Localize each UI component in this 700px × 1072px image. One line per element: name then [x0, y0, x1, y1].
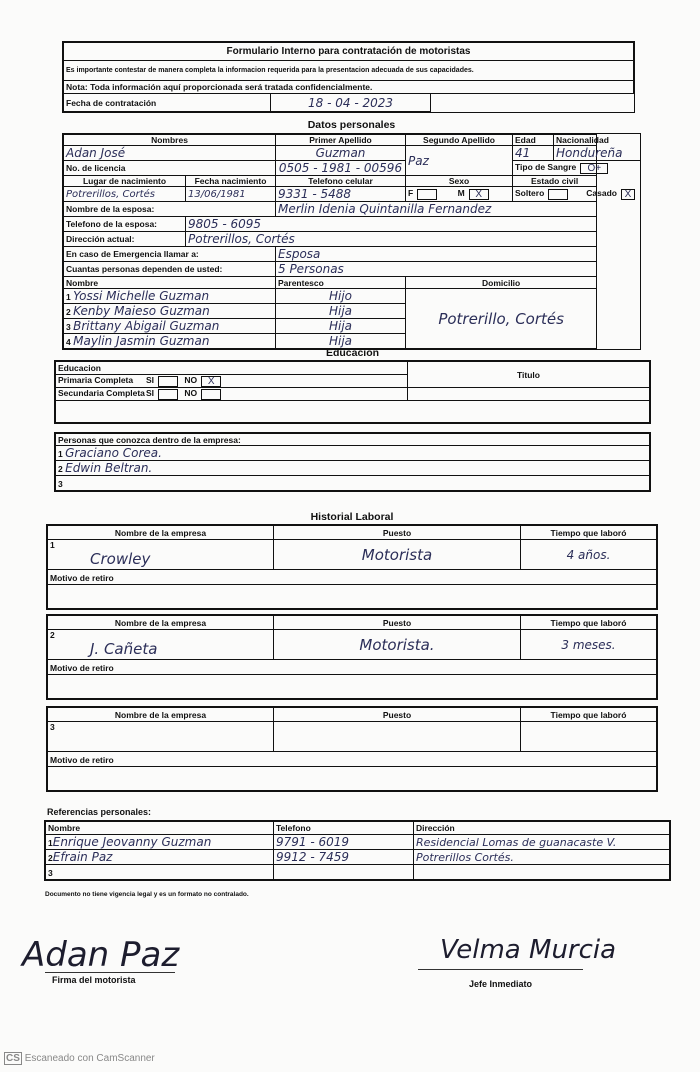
label-primaria: Primaria Completa	[58, 375, 134, 386]
label-tiempo: Tiempo que laboró	[521, 616, 657, 630]
label-edad: Edad	[513, 135, 554, 146]
row-number: 3	[50, 722, 55, 732]
job-tiempo[interactable]	[521, 722, 657, 752]
hire-date-label: Fecha de contratación	[64, 94, 271, 112]
motivo-blank-row	[48, 585, 657, 609]
label-tiempo: Tiempo que laboró	[521, 708, 657, 722]
label-segundo-apellido: Segundo Apellido	[406, 135, 513, 146]
dependent-parentesco[interactable]: Hija	[276, 319, 406, 334]
label-si: SI	[146, 388, 155, 399]
job-puesto[interactable]	[274, 722, 521, 752]
driver-signature-line	[45, 972, 175, 973]
label-dependent-nombre: Nombre	[64, 277, 276, 289]
important-note: Es importante contestar de manera completa la informacion requerida para la presentacion adecuada de sus capacidades.	[64, 61, 634, 81]
acquaintance-name[interactable]: Graciano Corea.	[65, 446, 162, 460]
dependent-nombre[interactable]: Maylin Jasmin Guzman	[73, 334, 210, 348]
ref-direccion[interactable]: Potrerillos Cortés.	[414, 850, 670, 865]
dependent-parentesco[interactable]: Hijo	[276, 289, 406, 304]
boss-signature: Velma Murcia	[440, 935, 617, 965]
driver-signature: Adan Paz	[22, 935, 180, 975]
motivo-blank-row	[48, 767, 657, 791]
hire-date-value[interactable]: 18 - 04 - 2023	[271, 94, 431, 112]
field-dependientes[interactable]: 5 Personas	[276, 262, 597, 277]
label-licencia: No. de licencia	[64, 161, 276, 176]
label-motivo: Motivo de retiro	[50, 573, 114, 583]
acquaintances-table	[55, 433, 650, 491]
sexo-cell	[406, 187, 513, 202]
section-work-history-title: Historial Laboral	[310, 511, 394, 523]
label-motivo: Motivo de retiro	[50, 663, 114, 673]
field-tel-esposa[interactable]: 9805 - 6095	[186, 217, 597, 232]
work-history-block	[47, 525, 657, 609]
label-sexo: Sexo	[406, 176, 513, 187]
row-number: 3	[48, 868, 53, 878]
estado-civil-cell	[513, 187, 632, 202]
label-no: NO	[184, 375, 198, 386]
boss-signature-line	[418, 969, 583, 970]
camscanner-footer	[4, 1053, 155, 1064]
ref-nombre[interactable]: Enrique Jeovanny Guzman	[52, 835, 212, 849]
label-empresa: Nombre de la empresa	[48, 526, 274, 540]
work-history-block	[47, 615, 657, 699]
camscanner-text: Escaneado con CamScanner	[24, 1053, 155, 1064]
label-direccion: Dirección actual:	[64, 232, 186, 247]
label-no: NO	[184, 388, 198, 399]
reference-row	[46, 835, 670, 850]
dependent-row	[64, 289, 641, 304]
checkbox-secundaria-no[interactable]	[201, 389, 221, 400]
row-number: 2	[50, 630, 55, 640]
job-puesto[interactable]: Motorista	[274, 540, 521, 570]
label-emergencia: En caso de Emergencia llamar a:	[64, 247, 276, 262]
checkbox-sexo-m[interactable]: X	[469, 189, 489, 200]
label-puesto: Puesto	[274, 526, 521, 540]
education-table	[55, 361, 650, 423]
checkbox-soltero[interactable]	[548, 189, 568, 200]
label-nacionalidad: Nacionalidad	[554, 135, 597, 146]
row-number: 2	[58, 464, 63, 474]
checkbox-secundaria-si[interactable]	[158, 389, 178, 400]
checkbox-casado[interactable]: X	[621, 189, 635, 200]
checkbox-primaria-no[interactable]: X	[201, 376, 221, 387]
checkbox-primaria-si[interactable]	[158, 376, 178, 387]
row-number: 1	[58, 449, 63, 459]
field-domicilio[interactable]: Potrerillo, Cortés	[406, 289, 597, 349]
acquaintance-row	[56, 476, 650, 491]
label-primer-apellido: Primer Apellido	[276, 135, 406, 146]
label-educacion: Educacion	[56, 362, 408, 375]
job-empresa[interactable]: Crowley	[90, 550, 151, 568]
label-casado: Casado	[586, 188, 617, 199]
dependent-parentesco[interactable]: Hija	[276, 334, 406, 349]
education-blank-row	[56, 401, 650, 423]
header-table	[63, 42, 634, 112]
driver-signature-label: Firma del motorista	[52, 975, 136, 985]
field-direccion[interactable]: Potrerillos, Cortés	[186, 232, 597, 247]
dependent-nombre[interactable]: Yossi Michelle Guzman	[73, 289, 210, 303]
field-emergencia[interactable]: Esposa	[276, 247, 597, 262]
label-parentesco: Parentesco	[276, 277, 406, 289]
label-soltero: Soltero	[515, 188, 545, 199]
row-number: 1	[66, 292, 71, 302]
acquaintance-name[interactable]: Edwin Beltran.	[65, 461, 153, 475]
row-number: 1	[48, 838, 53, 848]
dependent-parentesco[interactable]: Hija	[276, 304, 406, 319]
label-esposa: Nombre de la esposa:	[64, 202, 276, 217]
ref-nombre[interactable]: Efrain Paz	[52, 850, 113, 864]
motivo-blank-row	[48, 675, 657, 699]
ref-direccion[interactable]	[414, 865, 670, 880]
row-number: 4	[66, 337, 71, 347]
field-segundo-apellido[interactable]: Paz	[406, 146, 513, 176]
label-puesto: Puesto	[274, 616, 521, 630]
field-licencia[interactable]: 0505 - 1981 - 00596	[276, 161, 406, 176]
work-history-block	[47, 707, 657, 791]
row-number: 1	[50, 540, 55, 550]
label-si: SI	[146, 375, 155, 386]
job-puesto[interactable]: Motorista.	[274, 630, 521, 660]
field-esposa[interactable]: Merlin Idenia Quintanilla Fernandez	[276, 202, 597, 217]
label-tiempo: Tiempo que laboró	[521, 526, 657, 540]
row-number: 3	[58, 479, 63, 489]
label-nombres: Nombres	[64, 135, 276, 146]
label-lugar-nacimiento: Lugar de nacimiento	[64, 176, 186, 187]
label-motivo: Motivo de retiro	[50, 755, 114, 765]
camscanner-logo-icon: CS	[6, 1053, 20, 1064]
field-edad[interactable]: 41	[513, 146, 554, 161]
ref-direccion[interactable]: Residencial Lomas de guanacaste V.	[414, 835, 670, 850]
label-tipo-sangre: Tipo de Sangre	[515, 162, 577, 173]
blood-type-cell	[513, 161, 602, 176]
section-education-title: Educacion	[325, 347, 380, 359]
label-fecha-nacimiento: Fecha nacimiento	[186, 176, 276, 187]
label-ref-nombre: Nombre	[46, 822, 274, 835]
row-number: 2	[66, 307, 71, 317]
label-puesto: Puesto	[274, 708, 521, 722]
label-ref-telefono: Telefono	[274, 822, 414, 835]
label-empresa: Nombre de la empresa	[48, 616, 274, 630]
field-telefono[interactable]: 9331 - 5488	[276, 187, 406, 202]
label-telefono: Telefono celular	[276, 176, 406, 187]
ref-telefono[interactable]: 9791 - 6019	[274, 835, 414, 850]
field-lugar-nacimiento[interactable]: Potrerillos, Cortés	[64, 187, 186, 202]
acquaintance-row	[56, 461, 650, 476]
boss-signature-label: Jefe Inmediato	[468, 979, 533, 989]
label-domicilio: Domicilio	[406, 277, 597, 289]
label-estado-civil: Estado civil	[513, 176, 597, 187]
row-number: 2	[48, 853, 53, 863]
label-m: M	[457, 188, 465, 199]
label-acquaintances: Personas que conozca dentro de la empresa:	[56, 434, 650, 446]
disclaimer: Documento no tiene vigencia legal y es un formato no contralado.	[45, 891, 249, 898]
job-empresa[interactable]: J. Cañeta	[90, 640, 158, 658]
field-nombres[interactable]: Adan José	[64, 146, 276, 161]
personal-data-table	[63, 134, 640, 349]
references-title: Referencias personales:	[47, 807, 152, 817]
label-titulo: Titulo	[408, 362, 650, 388]
confidential-note: Nota: Toda información aquí proporcionada será tratada confidencialmente.	[64, 81, 634, 94]
reference-row	[46, 850, 670, 865]
label-secundaria: Secundaria Completa	[58, 388, 145, 399]
label-ref-direccion: Dirección	[414, 822, 670, 835]
label-dependientes: Cuantas personas dependen de usted:	[64, 262, 276, 277]
acquaintance-row	[56, 446, 650, 461]
checkbox-sexo-f[interactable]	[417, 189, 437, 200]
label-empresa: Nombre de la empresa	[48, 708, 274, 722]
field-tipo-sangre[interactable]: O+	[580, 163, 608, 174]
reference-row	[46, 865, 670, 880]
form-title: Formulario Interno para contratación de motoristas	[64, 43, 634, 61]
row-number: 3	[66, 322, 71, 332]
job-tiempo[interactable]: 3 meses.	[521, 630, 657, 660]
label-f: F	[408, 188, 414, 199]
label-tel-esposa: Telefono de la esposa:	[64, 217, 186, 232]
section-personal-title: Datos personales	[307, 119, 396, 131]
field-primer-apellido[interactable]: Guzman	[276, 146, 406, 161]
references-table	[45, 821, 670, 880]
field-nacionalidad[interactable]: Hondureña	[554, 146, 597, 161]
dependent-nombre[interactable]: Brittany Abigail Guzman	[73, 319, 220, 333]
ref-telefono[interactable]: 9912 - 7459	[274, 850, 414, 865]
dependent-nombre[interactable]: Kenby Maieso Guzman	[73, 304, 210, 318]
job-tiempo[interactable]: 4 años.	[521, 540, 657, 570]
field-fecha-nacimiento[interactable]: 13/06/1981	[186, 187, 276, 202]
field-titulo[interactable]	[408, 388, 650, 401]
ref-telefono[interactable]	[274, 865, 414, 880]
